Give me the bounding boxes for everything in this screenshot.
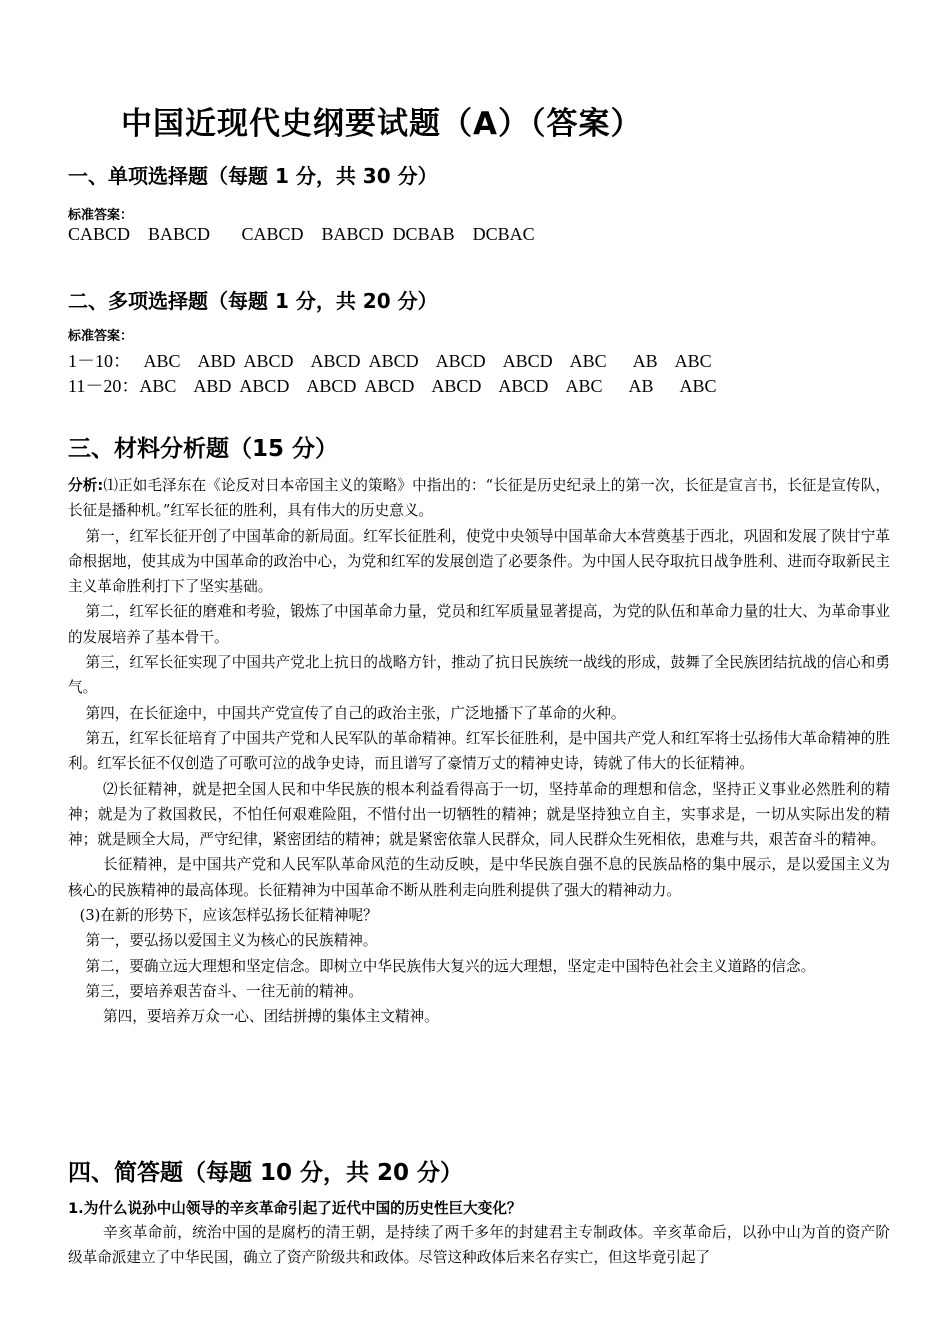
section1-answers: CABCD BABCD CABCD BABCD DCBAB DCBAC <box>68 224 535 244</box>
document-title: 中国近现代史纲要试题（A）（答案） <box>121 106 643 142</box>
section2-answers-line2: 11－20：ABC ABD ABCD ABCD ABCD ABCD ABCD ABC AB ABC <box>68 376 717 396</box>
question-1 <box>68 1197 522 1218</box>
section1-answer-label: 标准答案： <box>68 208 134 223</box>
analysis-paragraph-12: 第三，要培养艰苦奋斗、一往无前的精神。 <box>85 982 363 1000</box>
analysis-paragraph-9: (3)在新的形势下，应该怎样弘扬长征精神呢？ <box>79 907 378 925</box>
analysis-paragraph-10: 第一，要弘扬以爱国主义为核心的民族精神。 <box>85 932 378 950</box>
analysis-text-1: ⑴正如毛泽东在《论反对日本帝国主义的策略》中指出的：“长征是历史纪录上的第一次，长征是宣言书，长征是宣传队，长征是播种机。”红军长征的胜利，具有伟大的历史意义。 <box>68 477 891 520</box>
section3-heading: 三、材料分析题（15 分） <box>68 436 339 462</box>
section2-answer-label: 标准答案： <box>68 329 134 344</box>
analysis-paragraph-5: 第四，在长征途中，中国共产党宣传了自己的政治主张，广泛地播下了革命的火种。 <box>85 704 626 722</box>
analysis-paragraph-11: 第二，要确立远大理想和坚定信念。即树立中华民族伟大复兴的远大理想，坚定走中国特色社会主义道路的信念。 <box>85 957 816 975</box>
question-1-answer <box>68 1220 890 1271</box>
question-1-text: 为什么说孙中山领导的辛亥革命引起了近代中国的历史性巨大变化？ <box>83 1200 522 1217</box>
section1-heading: 一、单项选择题（每题 1 分，共 30 分） <box>68 164 438 188</box>
answer-1-paragraph: 辛亥革命前，统治中国的是腐朽的清王朝，是持续了两千多年的封建君主专制政体。辛亥革命后，以孙中山为首的资产阶级革命派建立了中华民国，确立了资产阶级共和政体。尽管这种政体后来名存实亡，但这毕竟引起了 <box>68 1224 890 1267</box>
analysis-paragraph-1 <box>68 473 890 524</box>
question-1-number: 1. <box>68 1200 84 1217</box>
section3-body <box>68 473 890 1030</box>
section2-heading: 二、多项选择题（每题 1 分，共 20 分） <box>68 289 438 313</box>
analysis-paragraph-3: 第二，红军长征的磨难和考验，锻炼了中国革命力量，党员和红军质量显著提高，为党的队伍和革命力量的壮大、为革命事业的发展培养了基本骨干。 <box>68 603 890 646</box>
section2-answers-line1: 1－10： ABC ABD ABCD ABCD ABCD ABCD ABCD ABC AB ABC <box>68 351 712 371</box>
analysis-paragraph-6: 第五，红军长征培育了中国共产党和人民军队的革命精神。红军长征胜利，是中国共产党人和红军将士弘扬伟大革命精神的胜利。红军长征不仅创造了可歌可泣的战争史诗，而且谱写了豪情万丈的精神史诗，铸就了伟大的长征精神。 <box>68 729 890 773</box>
analysis-paragraph-7: ⑵长征精神，就是把全国人民和中华民族的根本利益看得高于一切，坚持革命的理想和信念，坚持正义事业必然胜利的精神；就是为了救国救民，不怕任何艰难险阻，不惜付出一切牺牲的精神；就是坚持独立自主，实事求是，一切从实际出发的精神；就是顾全大局，严守纪律，紧密团结的精神；就是紧密依靠人民群众，同人民群众生死相依，患难与共，艰苦奋斗的精神。 <box>68 780 890 849</box>
analysis-label: 分析: <box>68 477 104 494</box>
analysis-paragraph-8: 长征精神，是中国共产党和人民军队革命风范的生动反映，是中华民族自强不息的民族品格的集中展示，是以爱国主义为核心的民族精神的最高体现。长征精神为中国革命不断从胜利走向胜利提供了强大的精神动力。 <box>68 856 890 899</box>
analysis-paragraph-13: 第四，要培养万众一心、团结拼搏的集体主文精神。 <box>103 1008 439 1026</box>
analysis-paragraph-4: 第三，红军长征实现了中国共产党北上抗日的战略方针，推动了抗日民族统一战线的形成，鼓舞了全民族团结抗战的信心和勇气。 <box>68 654 890 697</box>
analysis-paragraph-2: 第一，红军长征开创了中国革命的新局面。红军长征胜利，使党中央领导中国革命大本营奠基于西北，巩固和发展了陕甘宁革命根据地，使其成为中国革命的政治中心，为党和红军的发展创造了必要条件。为中国人民夺取抗日战争胜利、进而夺取新民主主义革命胜利打下了坚实基础。 <box>68 527 890 596</box>
section4-heading: 四、简答题（每题 10 分，共 20 分） <box>68 1160 464 1186</box>
